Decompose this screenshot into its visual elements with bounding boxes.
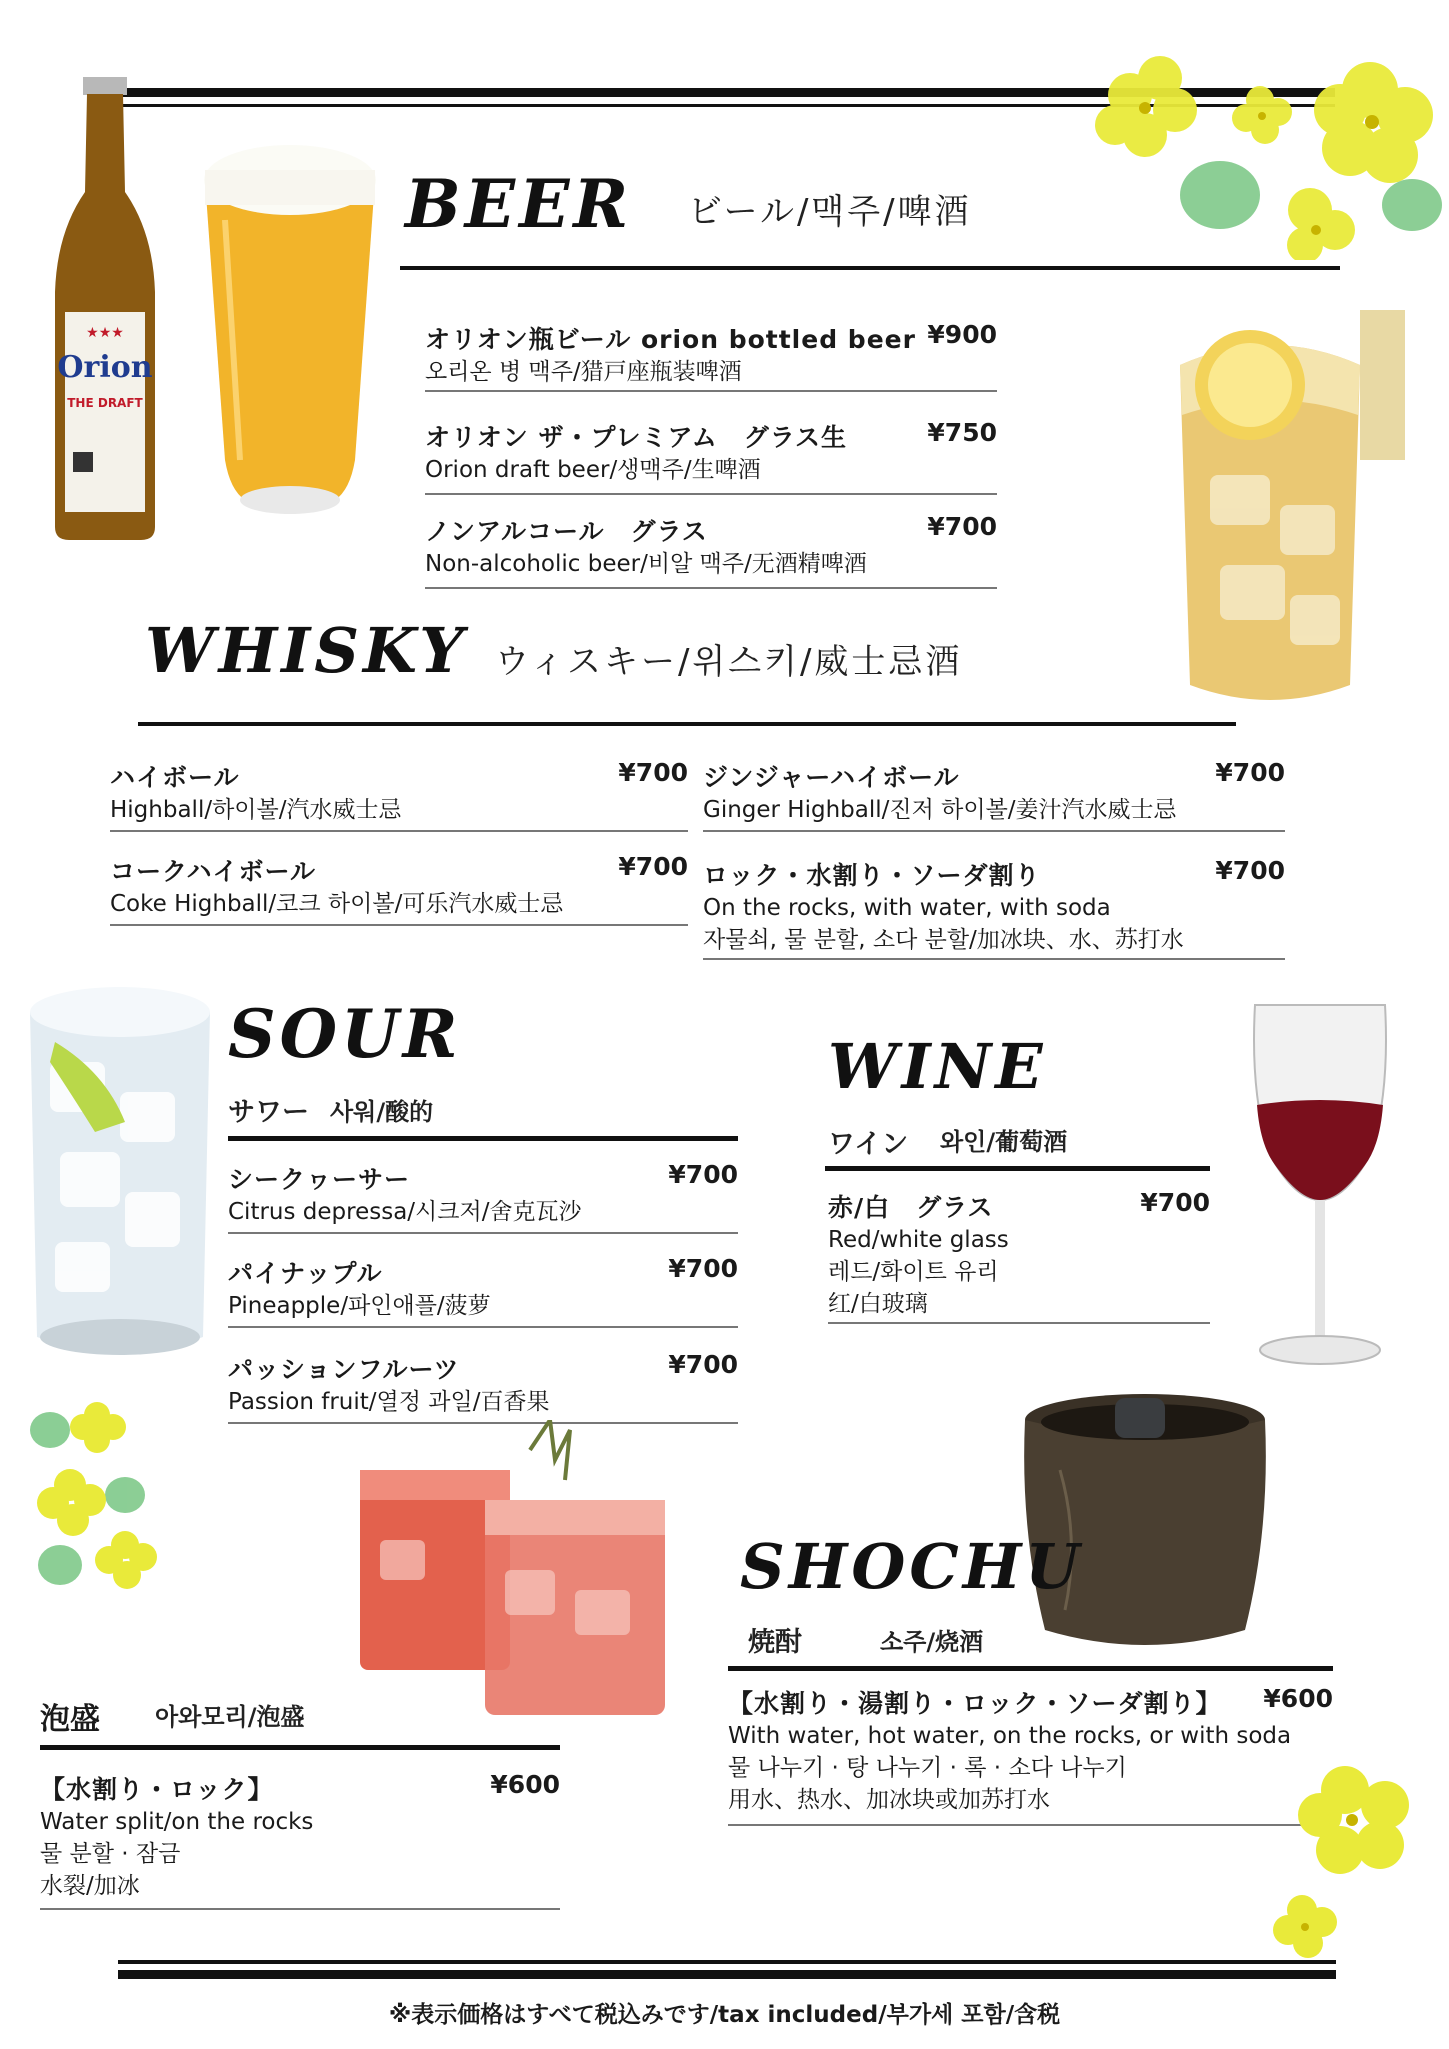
sour-subtitle-ja: サワー <box>228 1097 309 1128</box>
item-desc-2: 물 나누기 · 탕 나누기 · 록 · 소다 나누기 <box>728 1755 1127 1781</box>
item-name: ジンジャーハイボール <box>703 763 960 792</box>
shochu-title: SHOCHU <box>740 1530 1084 1603</box>
item-price: ¥600 <box>1263 1684 1333 1713</box>
item-desc: 오리온 병 맥주/猎戸座瓶装啤酒 <box>425 359 742 385</box>
flower-cluster-top-right <box>1060 30 1449 260</box>
beer-item-orion-bottle <box>425 320 997 390</box>
whisky-item-coke-highball <box>110 852 688 924</box>
sour-header-rule <box>228 1136 738 1141</box>
sour-item-shikuwasa <box>228 1160 738 1232</box>
item-divider <box>110 924 688 926</box>
item-name: オリオン瓶ビール orion bottled beer <box>425 325 916 354</box>
item-desc: Passion fruit/열정 과일/百香果 <box>228 1389 550 1415</box>
item-divider <box>110 830 688 832</box>
item-name: ノンアルコール グラス <box>425 517 708 546</box>
whisky-title: WHISKY <box>145 614 468 687</box>
item-name: 【水割り・ロック】 <box>40 1775 274 1804</box>
item-price: ¥700 <box>927 512 997 541</box>
whisky-subtitle: ウィスキー/위스키/威士忌酒 <box>495 642 963 682</box>
bottle-brand-text: Orion <box>57 350 153 385</box>
item-desc-3: 红/白玻璃 <box>828 1291 928 1317</box>
item-price: ¥700 <box>1140 1188 1210 1217</box>
wine-glass-image <box>1245 995 1395 1375</box>
item-price: ¥700 <box>618 758 688 787</box>
item-divider <box>828 1322 1210 1324</box>
beer-glass-image <box>195 140 385 520</box>
item-desc-2: 자물쇠, 물 분할, 소다 분할/加冰块、水、苏打水 <box>703 927 1184 953</box>
beer-header-rule <box>400 266 1340 270</box>
item-desc: Highball/하이볼/汽水威士忌 <box>110 797 402 823</box>
shochu-subtitle-other: 소주/烧酒 <box>880 1628 984 1656</box>
highball-glass-image <box>1170 305 1410 725</box>
item-desc: Non-alcoholic beer/비알 맥주/无酒精啤酒 <box>425 551 867 577</box>
sour-item-passion-fruit <box>228 1350 738 1422</box>
beer-item-non-alcoholic <box>425 512 997 587</box>
item-price: ¥700 <box>668 1254 738 1283</box>
item-price: ¥700 <box>668 1350 738 1379</box>
awamori-header-rule <box>40 1745 560 1750</box>
beer-item-orion-premium <box>425 418 997 493</box>
awamori-title: 泡盛 <box>40 1702 100 1737</box>
item-desc-2: 물 분할 · 잠금 <box>40 1841 181 1867</box>
sour-title: SOUR <box>228 995 462 1073</box>
item-price: ¥700 <box>1215 856 1285 885</box>
flower-cluster-left <box>25 1395 160 1605</box>
item-divider <box>703 958 1285 960</box>
item-name: パイナップル <box>228 1259 383 1288</box>
item-desc-3: 用水、热水、加冰块或加苏打水 <box>728 1787 1050 1813</box>
shochu-item-mixes <box>728 1684 1333 1824</box>
item-desc: Orion draft beer/생맥주/生啤酒 <box>425 457 761 483</box>
beer-title: BEER <box>405 165 633 243</box>
item-name: オリオン ザ・プレミアム グラス生 <box>425 423 847 452</box>
whisky-item-ginger-highball <box>703 758 1285 830</box>
footer-tax-note: ※表示価格はすべて税込みです/tax included/부가세 포함/含税 <box>388 2002 1061 2028</box>
beer-bottle-image <box>45 72 165 542</box>
whisky-item-highball <box>110 758 688 830</box>
item-divider <box>228 1232 738 1234</box>
whisky-header-rule <box>138 722 1236 726</box>
wine-title: WINE <box>828 1030 1047 1103</box>
sour-subtitle-other: 사워/酸的 <box>330 1098 434 1126</box>
sour-item-pineapple <box>228 1254 738 1326</box>
flower-cluster-bottom-right <box>1260 1765 1440 1965</box>
sour-glass-image <box>25 982 215 1362</box>
svg-text:★★★: ★★★ <box>86 325 124 341</box>
wine-header-rule <box>825 1166 1210 1171</box>
item-name: 赤/白 グラス <box>828 1193 994 1222</box>
item-price: ¥750 <box>927 418 997 447</box>
item-desc: Ginger Highball/진저 하이볼/姜汁汽水威士忌 <box>703 797 1177 823</box>
item-desc: On the rocks, with water, with soda <box>703 895 1111 921</box>
item-divider <box>425 493 997 495</box>
item-name: コークハイボール <box>110 857 317 886</box>
item-name: ハイボール <box>110 763 240 792</box>
item-divider <box>703 830 1285 832</box>
wine-subtitle-ja: ワイン <box>828 1129 909 1160</box>
bottom-rule-2 <box>118 1970 1336 1979</box>
item-price: ¥900 <box>927 320 997 349</box>
item-desc-3: 水裂/加冰 <box>40 1873 140 1899</box>
item-divider <box>425 390 997 392</box>
item-divider <box>228 1326 738 1328</box>
item-desc: Citrus depressa/시크저/舍克瓦沙 <box>228 1199 582 1225</box>
awamori-subtitle: 아와모리/泡盛 <box>155 1703 305 1731</box>
item-desc: With water, hot water, on the rocks, or with soda <box>728 1723 1292 1749</box>
item-divider <box>40 1908 560 1910</box>
wine-item-red-white <box>828 1188 1210 1322</box>
bottle-sub-text: THE DRAFT <box>67 396 143 410</box>
shochu-cup-image <box>1020 1390 1270 1655</box>
item-desc: Pineapple/파인애플/菠萝 <box>228 1293 491 1319</box>
red-cocktail-image <box>355 1420 685 1720</box>
item-price: ¥700 <box>1215 758 1285 787</box>
shochu-header-rule <box>728 1666 1333 1671</box>
item-price: ¥700 <box>618 852 688 881</box>
awamori-item-water-rock <box>40 1770 560 1908</box>
item-desc: Coke Highball/코크 하이볼/可乐汽水威士忌 <box>110 891 564 917</box>
shochu-subtitle-ja: 焼酎 <box>748 1627 802 1658</box>
item-divider <box>728 1824 1333 1826</box>
beer-subtitle: ビール/맥주/啤酒 <box>688 192 972 232</box>
item-name: ロック・水割り・ソーダ割り <box>703 861 1041 890</box>
item-price: ¥600 <box>490 1770 560 1799</box>
item-price: ¥700 <box>668 1160 738 1189</box>
item-desc: Water split/on the rocks <box>40 1809 314 1835</box>
item-divider <box>425 587 997 589</box>
whisky-item-rock-water-soda <box>703 856 1285 958</box>
item-name: 【水割り・湯割り・ロック・ソーダ割り】 <box>728 1689 1222 1718</box>
item-name: パッションフルーツ <box>228 1355 460 1384</box>
item-name: シークヮーサー <box>228 1165 411 1194</box>
item-desc-2: 레드/화이트 유리 <box>828 1259 999 1285</box>
item-desc: Red/white glass <box>828 1227 1009 1253</box>
wine-subtitle-other: 와인/葡萄酒 <box>940 1128 1068 1156</box>
bottom-rule-1 <box>118 1960 1336 1964</box>
